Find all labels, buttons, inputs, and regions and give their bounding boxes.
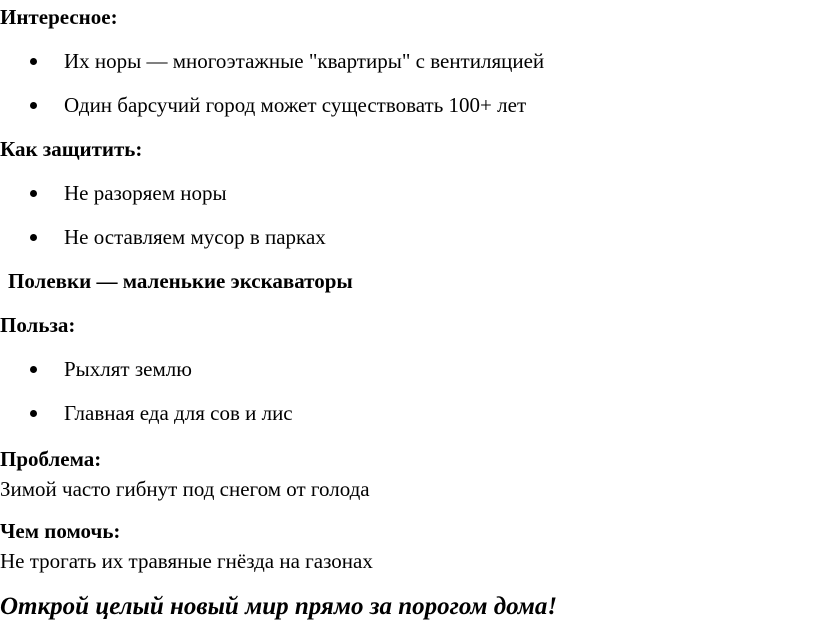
list-item: Главная еда для сов и лис xyxy=(64,401,293,425)
heading-benefit: Польза: xyxy=(0,313,76,337)
heading-interesting: Интересное: xyxy=(0,5,118,29)
heading-problem: Проблема: xyxy=(0,447,102,471)
list-item: Их норы — многоэтажные "квартиры" с вентиляцией xyxy=(64,49,545,73)
bullet-icon xyxy=(30,102,37,109)
help-text: Не трогать их травяные гнёзда на газонах xyxy=(0,549,373,573)
problem-text: Зимой часто гибнут под снегом от голода xyxy=(0,477,370,501)
list-item: Рыхлят землю xyxy=(64,357,192,381)
bullet-icon xyxy=(30,190,37,197)
bullet-icon xyxy=(30,234,37,241)
bullet-icon xyxy=(30,366,37,373)
list-item: Один барсучий город может существовать 100+ лет xyxy=(64,93,527,117)
closing-slogan: Открой целый новый мир прямо за порогом дома! xyxy=(0,593,558,620)
bullet-icon xyxy=(30,58,37,65)
voles-title: Полевки — маленькие экскаваторы xyxy=(8,269,353,293)
heading-help: Чем помочь: xyxy=(0,519,121,543)
list-item: Не разоряем норы xyxy=(64,181,227,205)
list-item: Не оставляем мусор в парках xyxy=(64,225,326,249)
bullet-icon xyxy=(30,410,37,417)
heading-protect: Как защитить: xyxy=(0,137,143,161)
